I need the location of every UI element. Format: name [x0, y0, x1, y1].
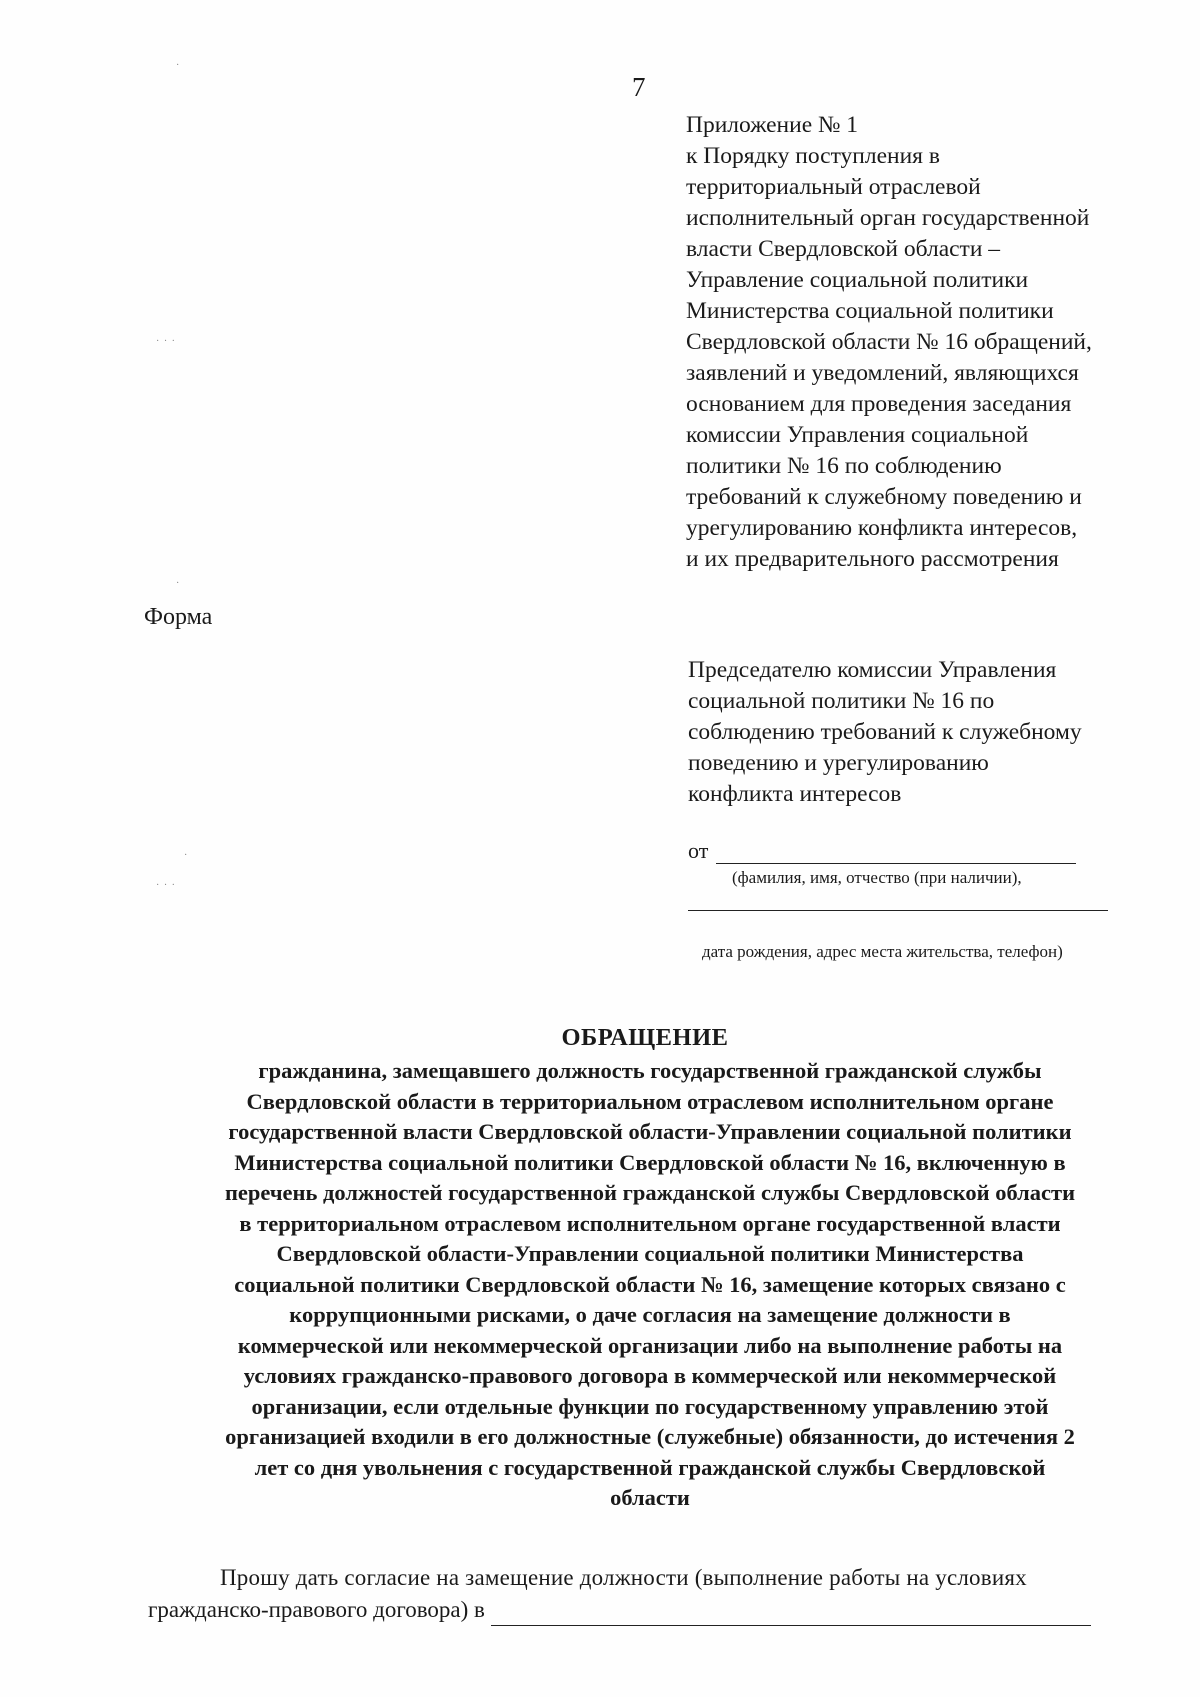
addressee-line: конфликта интересов — [688, 781, 902, 807]
scan-speck: · — [176, 578, 181, 589]
appendix-line: Свердловской области № 16 обращений, — [686, 329, 1092, 355]
request-line-with-blank — [148, 1594, 1148, 1626]
scan-speck: · — [176, 60, 181, 71]
document-title: ОБРАЩЕНИЕ — [561, 1024, 729, 1051]
appendix-line: Управление социальной политики — [686, 267, 1029, 293]
subtitle-line: перечень должностей государственной гражданской службы Свердловской области — [224, 1180, 1076, 1205]
appendix-line: комиссии Управления социальной — [686, 422, 1029, 448]
request-line-text: гражданско-правового договора) в — [148, 1597, 485, 1622]
from-label: от — [688, 838, 709, 863]
subtitle-line: коммерческой или некоммерческой организации либо на выполнение работы на — [237, 1332, 1063, 1358]
addressee-line: социальной политики № 16 по — [688, 688, 995, 714]
scan-speck: · — [184, 850, 189, 861]
appendix-line: Приложение № 1 — [686, 112, 859, 138]
subtitle-line: Свердловской области в территориальном отраслевом исполнительном органе — [246, 1088, 1054, 1114]
subtitle-line: организацией входили в его должностные (служебные) обязанности, до истечения 2 — [225, 1424, 1075, 1449]
appendix-line: исполнительный орган государственной — [686, 205, 1090, 231]
document-subtitle — [140, 1056, 1160, 1514]
appendix-line: требований к служебному поведению и — [686, 484, 1082, 510]
appendix-line: власти Свердловской области – — [686, 236, 1001, 262]
subtitle-line: социальной политики Свердловской области № 16, замещение которых связано с — [234, 1271, 1066, 1297]
subtitle-line: области — [610, 1485, 690, 1510]
addressee-line: поведению и урегулированию — [688, 750, 989, 776]
addressee-line: соблюдению требований к служебному — [688, 719, 1082, 745]
name-hint: (фамилия, имя, отчество (при наличии), — [732, 868, 1022, 887]
appendix-line: и их предварительного рассмотрения — [686, 546, 1059, 572]
subtitle-line: Свердловской области-Управлении социальной политики Министерства — [276, 1241, 1024, 1266]
addressee-line: Председателю комиссии Управления — [688, 657, 1057, 683]
subtitle-line: коррупционными рисками, о даче согласия на замещение должности в — [289, 1302, 1011, 1327]
subtitle-line: государственной власти Свердловской области-Управлении социальной политики — [228, 1119, 1072, 1144]
page-number: 7 — [632, 72, 646, 102]
appendix-line: к Порядку поступления в — [686, 143, 940, 169]
addressee-block — [688, 655, 1168, 810]
subtitle-line: в территориальном отраслевом исполнительном органе государственной власти — [239, 1210, 1061, 1236]
from-field — [688, 838, 1076, 864]
request-line: Прошу дать согласие на замещение должности (выполнение работы на условиях — [220, 1565, 1027, 1590]
details-hint: дата рождения, адрес места жительства, телефон) — [702, 942, 1063, 961]
appendix-line: политики № 16 по соблюдению — [686, 453, 1002, 479]
details-blank-line[interactable] — [688, 910, 1108, 911]
appendix-line: Министерства социальной политики — [686, 298, 1054, 324]
subtitle-line: гражданина, замещавшего должность государственной гражданской службы — [258, 1058, 1042, 1083]
subtitle-line: организации, если отдельные функции по государственному управлению этой — [251, 1393, 1049, 1419]
organization-blank-line[interactable] — [491, 1605, 1091, 1626]
appendix-line: урегулированию конфликта интересов, — [686, 515, 1078, 541]
request-paragraph — [148, 1562, 1148, 1626]
subtitle-line: условиях гражданско-правового договора в коммерческой или некоммерческой — [243, 1363, 1057, 1388]
appendix-header — [686, 110, 1186, 575]
appendix-line: территориальный отраслевой — [686, 174, 981, 200]
scan-speck: · · · — [156, 880, 176, 891]
subtitle-line: Министерства социальной политики Свердловской области № 16, включенную в — [234, 1149, 1066, 1175]
scan-speck: · · · — [156, 336, 176, 347]
from-blank-line[interactable] — [716, 845, 1076, 864]
subtitle-line: лет со дня увольнения с государственной гражданской службы Свердловской — [254, 1454, 1046, 1480]
appendix-line: заявлений и уведомлений, являющихся — [686, 360, 1079, 386]
form-label: Форма — [144, 604, 213, 630]
appendix-line: основанием для проведения заседания — [686, 391, 1072, 417]
